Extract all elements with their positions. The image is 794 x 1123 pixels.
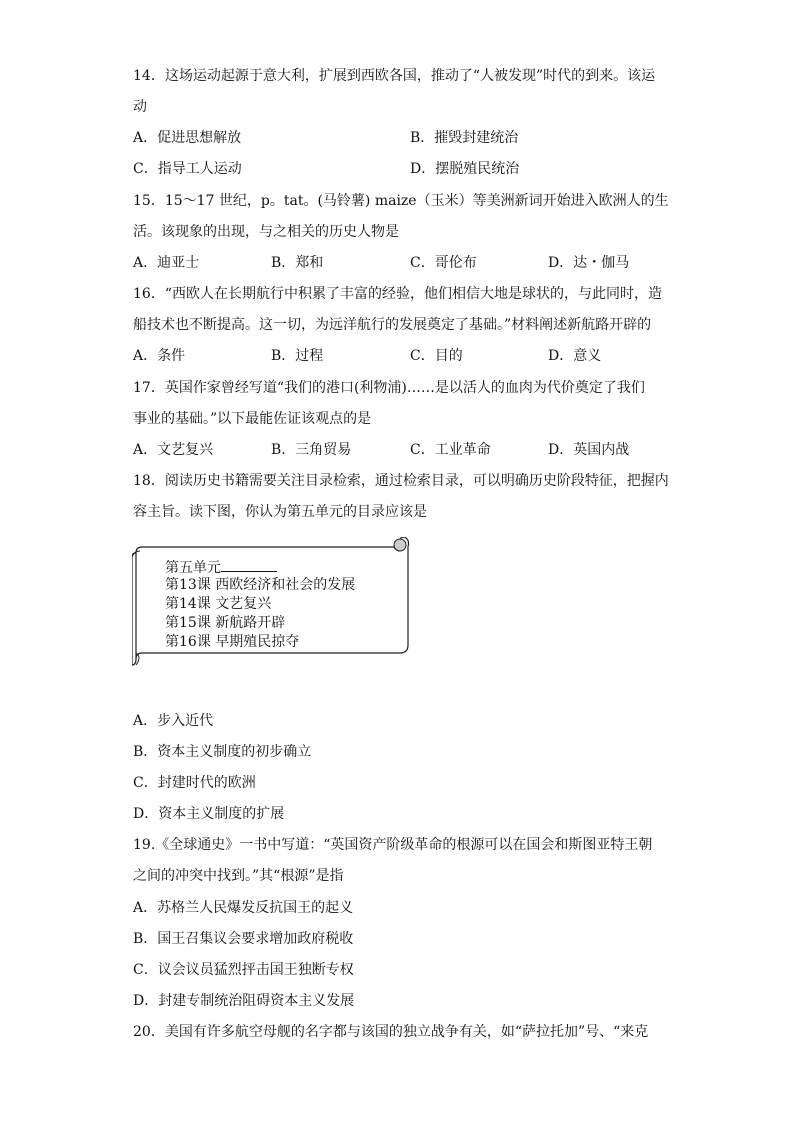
q15-stem-line1: 15．15～17 世纪，p。tat。(马铃薯) maize（玉米）等美洲新词开始进入欧洲人的生 — [133, 193, 669, 209]
q17-option-c: C．工业革命 — [410, 442, 491, 458]
q15-option-a: A．迪亚士 — [133, 255, 200, 271]
q15-option-b: B．郑和 — [271, 255, 324, 271]
q16-option-b: B．过程 — [271, 348, 324, 364]
q17-stem-line2: 事业的基础。”以下最能佐证该观点的是 — [133, 411, 372, 427]
scroll-unit-title: 第五单元 — [165, 557, 277, 577]
q16-option-a: A．条件 — [133, 348, 186, 364]
q14-option-d: D．摆脱殖民统治 — [410, 161, 520, 177]
q17-option-d: D．英国内战 — [548, 442, 630, 458]
q20-stem-line1: 20．美国有许多航空母舰的名字都与该国的独立战争有关，如“萨拉托加”号、“来克 — [133, 1024, 649, 1040]
q14-stem-line1: 14．这场运动起源于意大利，扩展到西欧各国，推动了“人被发现”时代的到来。该运 — [133, 68, 656, 84]
q14-stem-line2: 动 — [133, 99, 147, 115]
scroll-lesson-15: 第15课 新航路开辟 — [165, 615, 286, 631]
q18-stem-line2: 容主旨。读下图，你认为第五单元的目录应该是 — [133, 504, 427, 520]
q16-option-c: C．目的 — [410, 348, 463, 364]
q16-option-d: D．意义 — [548, 348, 602, 364]
q19-stem-line1: 19.《全球通史》一书中写道：“英国资产阶级革命的根源可以在国会和斯图亚特王朝 — [133, 837, 653, 853]
q19-option-a: A．苏格兰人民爆发反抗国王的起义 — [133, 900, 354, 916]
q16-stem-line2: 船技术也不断提高。这一切，为远洋航行的发展奠定了基础。”材料阐述新航路开辟的 — [133, 317, 652, 333]
q15-option-c: C．哥伦布 — [410, 255, 477, 271]
q14-option-b: B．摧毁封建统治 — [410, 130, 519, 146]
q14-option-a: A．促进思想解放 — [133, 130, 242, 146]
q18-stem-line1: 18．阅读历史书籍需要关注目录检索，通过检索目录，可以明确历史阶段特征，把握内 — [133, 473, 669, 489]
q19-option-d: D．封建专制统治阻碍资本主义发展 — [133, 993, 355, 1009]
q18-option-d: D．资本主义制度的扩展 — [133, 806, 285, 822]
scroll-lesson-16: 第16课 早期殖民掠夺 — [165, 634, 300, 650]
q17-option-a: A．文艺复兴 — [133, 442, 214, 458]
scroll-lesson-13: 第13课 西欧经济和社会的发展 — [165, 577, 356, 593]
q19-option-b: B．国王召集议会要求增加政府税收 — [133, 931, 354, 947]
q19-stem-line2: 之间的冲突中找到。”其“根源”是指 — [133, 868, 344, 884]
scroll-lesson-14: 第14课 文艺复兴 — [165, 596, 272, 612]
answer-blank — [221, 557, 277, 572]
q17-option-b: B．三角贸易 — [271, 442, 352, 458]
q15-stem-line2: 活。该现象的出现，与之相关的历史人物是 — [133, 224, 399, 240]
q15-option-d: D．达・伽马 — [548, 255, 630, 271]
q16-stem-line1: 16．“西欧人在长期航行中积累了丰富的经验，他们相信大地是球状的，与此同时，造 — [133, 286, 662, 302]
q18-option-a: A．步入近代 — [133, 713, 214, 729]
q17-stem-line1: 17．英国作家曾经写道“我们的港口(利物浦)……是以活人的血肉为代价奠定了我们 — [133, 380, 645, 396]
q18-option-c: C．封建时代的欧洲 — [133, 775, 256, 791]
q14-option-c: C．指导工人运动 — [133, 161, 242, 177]
q19-option-c: C．议会议员猛烈抨击国王独断专权 — [133, 962, 354, 978]
q18-option-b: B．资本主义制度的初步确立 — [133, 744, 312, 760]
